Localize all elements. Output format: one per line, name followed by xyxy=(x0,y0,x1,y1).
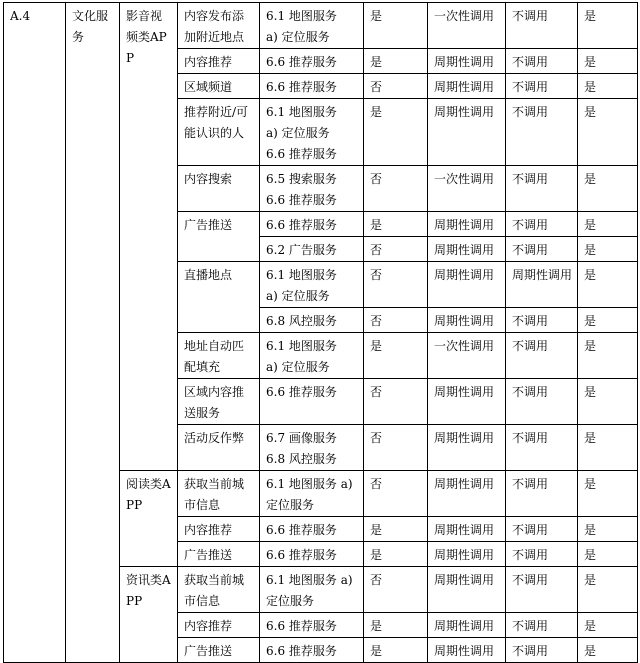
compliant-cell: 是 xyxy=(578,613,638,638)
compliant-cell: 是 xyxy=(578,638,638,663)
clause-cell xyxy=(260,542,364,567)
function-cell: 获取当前城市信息 xyxy=(178,471,260,517)
table-row xyxy=(4,3,638,49)
call-mode-cell: 周期性调用 xyxy=(428,262,506,308)
clause-cell xyxy=(260,49,364,74)
required-cell: 否 xyxy=(364,308,428,333)
call-mode-cell: 周期性调用 xyxy=(428,613,506,638)
app-type: 阅读类APP xyxy=(120,471,178,567)
clause-line: 6.6 推荐服务 xyxy=(266,147,337,161)
function-cell: 地址自动匹配填充 xyxy=(178,333,260,379)
call-mode-cell: 周期性调用 xyxy=(428,212,506,237)
compliant-cell: 是 xyxy=(578,425,638,471)
required-cell: 否 xyxy=(364,262,428,308)
background-call-cell: 不调用 xyxy=(506,74,578,99)
clause-line: 6.6 推荐服务 xyxy=(266,218,337,232)
compliant-cell: 是 xyxy=(578,308,638,333)
section-category: 文化服务 xyxy=(66,3,120,663)
compliant-cell: 是 xyxy=(578,166,638,212)
required-cell: 否 xyxy=(364,471,428,517)
clause-line: 定位服务 xyxy=(266,594,315,608)
required-cell: 是 xyxy=(364,517,428,542)
background-call-cell: 不调用 xyxy=(506,99,578,166)
clause-cell xyxy=(260,262,364,308)
call-mode-cell: 一次性调用 xyxy=(428,333,506,379)
function-cell: 获取当前城市信息 xyxy=(178,567,260,613)
compliant-cell: 是 xyxy=(578,237,638,262)
clause-cell xyxy=(260,567,364,613)
compliant-cell: 是 xyxy=(578,3,638,49)
clause-cell xyxy=(260,613,364,638)
clause-cell xyxy=(260,638,364,663)
required-cell: 是 xyxy=(364,638,428,663)
clause-line: 6.6 推荐服务 xyxy=(266,385,337,399)
call-mode-cell: 周期性调用 xyxy=(428,99,506,166)
clause-line: 6.2 广告服务 xyxy=(266,243,337,257)
function-cell: 内容推荐 xyxy=(178,613,260,638)
background-call-cell: 不调用 xyxy=(506,166,578,212)
clause-cell xyxy=(260,74,364,99)
call-mode-cell: 周期性调用 xyxy=(428,379,506,425)
call-mode-cell: 周期性调用 xyxy=(428,542,506,567)
required-cell: 是 xyxy=(364,3,428,49)
clause-cell xyxy=(260,471,364,517)
required-cell: 是 xyxy=(364,99,428,166)
compliant-cell: 是 xyxy=(578,333,638,379)
call-mode-cell: 周期性调用 xyxy=(428,237,506,262)
compliant-cell: 是 xyxy=(578,99,638,166)
clause-line: 6.6 推荐服务 xyxy=(266,55,337,69)
call-mode-cell: 周期性调用 xyxy=(428,567,506,613)
compliant-cell: 是 xyxy=(578,212,638,237)
section-code: A.4 xyxy=(4,3,66,663)
clause-line: 6.5 搜索服务 xyxy=(266,172,337,186)
clause-line: 6.1 地图服务 xyxy=(266,9,337,23)
compliant-cell: 是 xyxy=(578,567,638,613)
clause-cell xyxy=(260,379,364,425)
required-cell: 是 xyxy=(364,212,428,237)
required-cell: 是 xyxy=(364,49,428,74)
background-call-cell: 不调用 xyxy=(506,212,578,237)
clause-cell xyxy=(260,517,364,542)
background-call-cell: 不调用 xyxy=(506,237,578,262)
call-mode-cell: 周期性调用 xyxy=(428,638,506,663)
function-cell: 活动反作弊 xyxy=(178,425,260,471)
call-mode-cell: 周期性调用 xyxy=(428,517,506,542)
function-cell: 内容推荐 xyxy=(178,517,260,542)
function-cell: 内容搜索 xyxy=(178,166,260,212)
function-cell: 内容推荐 xyxy=(178,49,260,74)
clause-line: a) 定位服务 xyxy=(266,30,330,44)
call-mode-cell: 周期性调用 xyxy=(428,425,506,471)
clause-line: 6.1 地图服务 a) xyxy=(266,573,353,587)
function-cell: 推荐附近/可能认识的人 xyxy=(178,99,260,166)
required-cell: 否 xyxy=(364,166,428,212)
clause-cell xyxy=(260,308,364,333)
clause-line: 6.1 地图服务 xyxy=(266,105,337,119)
clause-cell xyxy=(260,333,364,379)
required-cell: 否 xyxy=(364,425,428,471)
clause-line: 6.1 地图服务 a) xyxy=(266,477,353,491)
required-cell: 是 xyxy=(364,613,428,638)
compliant-cell: 是 xyxy=(578,74,638,99)
compliant-cell: 是 xyxy=(578,49,638,74)
background-call-cell: 不调用 xyxy=(506,613,578,638)
clause-line: 6.6 推荐服务 xyxy=(266,644,337,658)
call-mode-cell: 周期性调用 xyxy=(428,308,506,333)
clause-line: 6.1 地图服务 xyxy=(266,339,337,353)
call-mode-cell: 周期性调用 xyxy=(428,74,506,99)
clause-line: 6.6 推荐服务 xyxy=(266,523,337,537)
background-call-cell: 不调用 xyxy=(506,425,578,471)
clause-line: 6.8 风控服务 xyxy=(266,314,337,328)
app-type: 影音视频类APP xyxy=(120,3,178,471)
location-service-table xyxy=(3,2,638,663)
background-call-cell: 不调用 xyxy=(506,542,578,567)
clause-line: 6.6 推荐服务 xyxy=(266,80,337,94)
background-call-cell: 周期性调用 xyxy=(506,262,578,308)
clause-line: 定位服务 xyxy=(266,498,315,512)
background-call-cell: 不调用 xyxy=(506,567,578,613)
background-call-cell: 不调用 xyxy=(506,49,578,74)
background-call-cell: 不调用 xyxy=(506,638,578,663)
clause-line: 6.8 风控服务 xyxy=(266,452,337,466)
compliant-cell: 是 xyxy=(578,517,638,542)
compliant-cell: 是 xyxy=(578,542,638,567)
function-cell: 广告推送 xyxy=(178,542,260,567)
background-call-cell: 不调用 xyxy=(506,333,578,379)
function-cell: 直播地点 xyxy=(178,262,260,333)
app-type: 资讯类APP xyxy=(120,567,178,663)
call-mode-cell: 一次性调用 xyxy=(428,166,506,212)
function-cell: 区域内容推送服务 xyxy=(178,379,260,425)
clause-line: 6.6 推荐服务 xyxy=(266,619,337,633)
function-cell: 内容发布添加附近地点 xyxy=(178,3,260,49)
clause-cell xyxy=(260,166,364,212)
clause-cell xyxy=(260,3,364,49)
clause-line: 6.6 推荐服务 xyxy=(266,548,337,562)
required-cell: 否 xyxy=(364,379,428,425)
clause-line: a) 定位服务 xyxy=(266,289,330,303)
compliant-cell: 是 xyxy=(578,379,638,425)
clause-cell xyxy=(260,237,364,262)
required-cell: 否 xyxy=(364,237,428,262)
clause-line: 6.6 推荐服务 xyxy=(266,193,337,207)
call-mode-cell: 周期性调用 xyxy=(428,49,506,74)
clause-line: 6.1 地图服务 xyxy=(266,268,337,282)
clause-cell xyxy=(260,99,364,166)
background-call-cell: 不调用 xyxy=(506,517,578,542)
background-call-cell: 不调用 xyxy=(506,3,578,49)
background-call-cell: 不调用 xyxy=(506,308,578,333)
required-cell: 否 xyxy=(364,567,428,613)
clause-cell xyxy=(260,425,364,471)
required-cell: 否 xyxy=(364,74,428,99)
function-cell: 区域频道 xyxy=(178,74,260,99)
clause-line: 6.7 画像服务 xyxy=(266,431,337,445)
compliant-cell: 是 xyxy=(578,471,638,517)
background-call-cell: 不调用 xyxy=(506,379,578,425)
required-cell: 是 xyxy=(364,333,428,379)
function-cell: 广告推送 xyxy=(178,638,260,663)
clause-line: a) 定位服务 xyxy=(266,126,330,140)
clause-cell xyxy=(260,212,364,237)
clause-line: a) 定位服务 xyxy=(266,360,330,374)
function-cell: 广告推送 xyxy=(178,212,260,262)
compliant-cell: 是 xyxy=(578,262,638,308)
background-call-cell: 不调用 xyxy=(506,471,578,517)
call-mode-cell: 一次性调用 xyxy=(428,3,506,49)
call-mode-cell: 周期性调用 xyxy=(428,471,506,517)
required-cell: 是 xyxy=(364,542,428,567)
